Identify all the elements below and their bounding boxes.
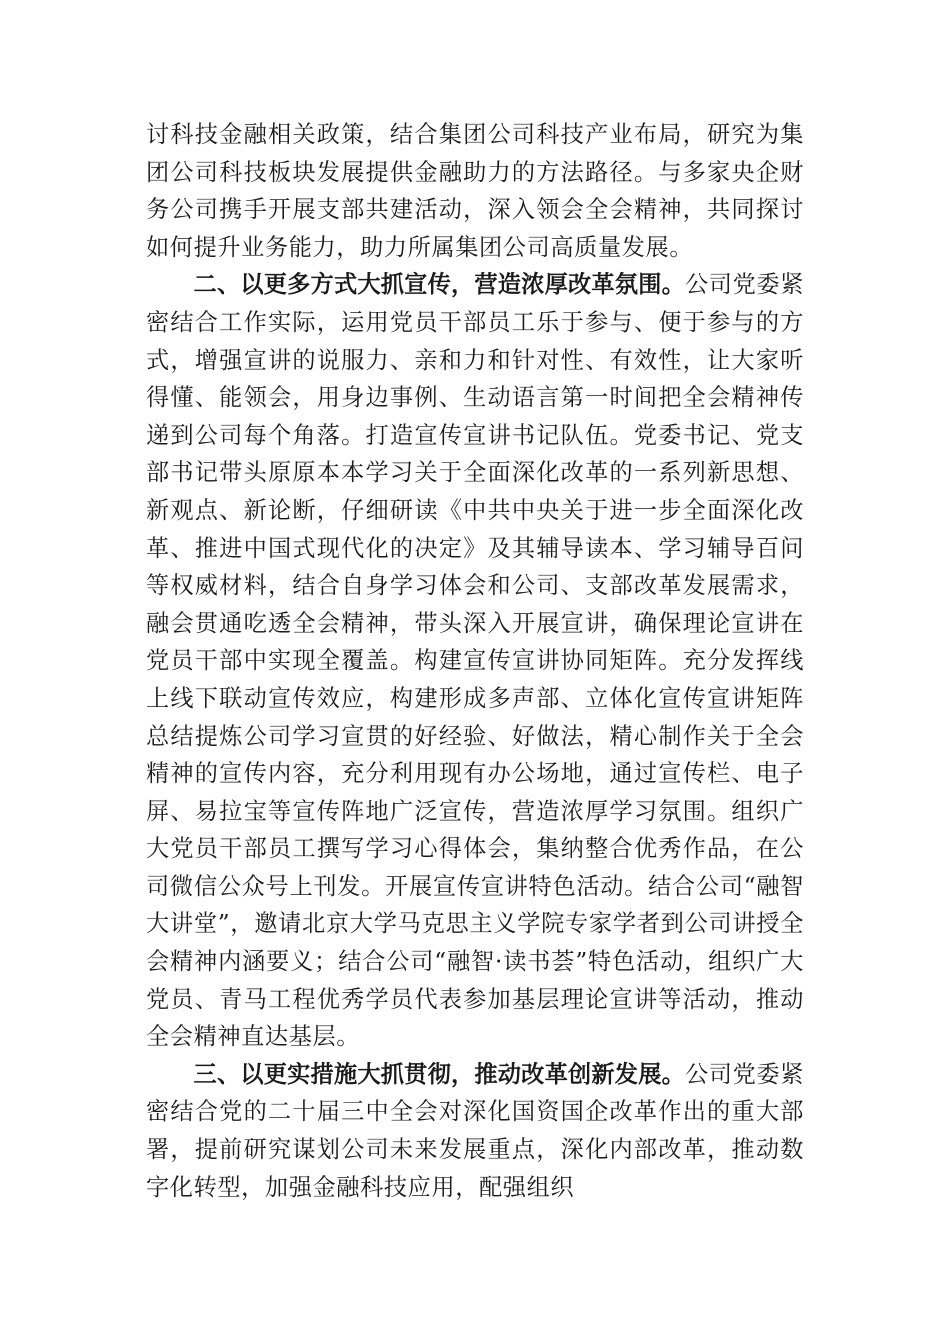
section-two-body: 公司党委紧密结合工作实际，运用党员干部员工乐于参与、便于参与的方式，增强宣讲的说服力、亲和力和针对性、有效性，让大家听得懂、能领会，用身边事例、生动语言第一时间把全会精神传递到公司每个角落。打造宣传宣讲书记队伍。党委书记、党支部书记带头原原本本学习关于全面深化改革的一系列新思想、新观点、新论断，仔细研读《中共中央关于进一步全面深化改革、推进中国式现代化的决定》及其辅导读本、学习辅导百问等权威材料，结合自身学习体会和公司、支部改革发展需求，融会贯通吃透全会精神，带头深入开展宣讲，确保理论宣讲在党员干部中实现全覆盖。构建宣传宣讲协同矩阵。充分发挥线上线下联动宣传效应，构建形成多声部、立体化宣传宣讲矩阵总结提炼公司学习宣贯的好经验、好做法，精心制作关于全会精神的宣传内容，充分利用现有办公场地，通过宣传栏、电子屏、易拉宝等宣传阵地广泛宣传，营造浓厚学习氛围。组织广大党员干部员工撰写学习心得体会，集纳整合优秀作品，在公司微信公众号上刊发。开展宣传宣讲特色活动。结合公司“融智大讲堂”，邀请北京大学马克思主义学院专家学者到公司讲授全会精神内涵要义；结合公司“融智·读书荟”特色活动，组织广大党员、青马工程优秀学员代表参加基层理论宣讲等活动，推动全会精神直达基层。 xyxy=(146,271,804,1051)
section-three-heading: 三、以更实措施大抓贯彻，推动改革创新发展。 xyxy=(193,1060,685,1088)
paragraph-1-body: 讨科技金融相关政策，结合集团公司科技产业布局，研究为集团公司科技板块发展提供金融助力的方法路径。与多家央企财务公司携手开展支部共建活动，深入领会全会精神，共同探讨如何提升业务能力，助力所属集团公司高质量发展。 xyxy=(146,121,804,261)
paragraph-continuation xyxy=(146,116,804,266)
paragraph-section-two xyxy=(146,266,804,1055)
document-page xyxy=(146,116,804,1206)
section-three-body: 公司党委紧密结合党的二十届三中全会对深化国资国企改革作出的重大部署，提前研究谋划公司未来发展重点，深化内部改革，推动数字化转型，加强金融科技应用，配强组织 xyxy=(146,1060,804,1201)
section-two-heading: 二、以更多方式大抓宣传，营造浓厚改革氛围。 xyxy=(193,271,685,299)
paragraph-section-three xyxy=(146,1056,804,1206)
